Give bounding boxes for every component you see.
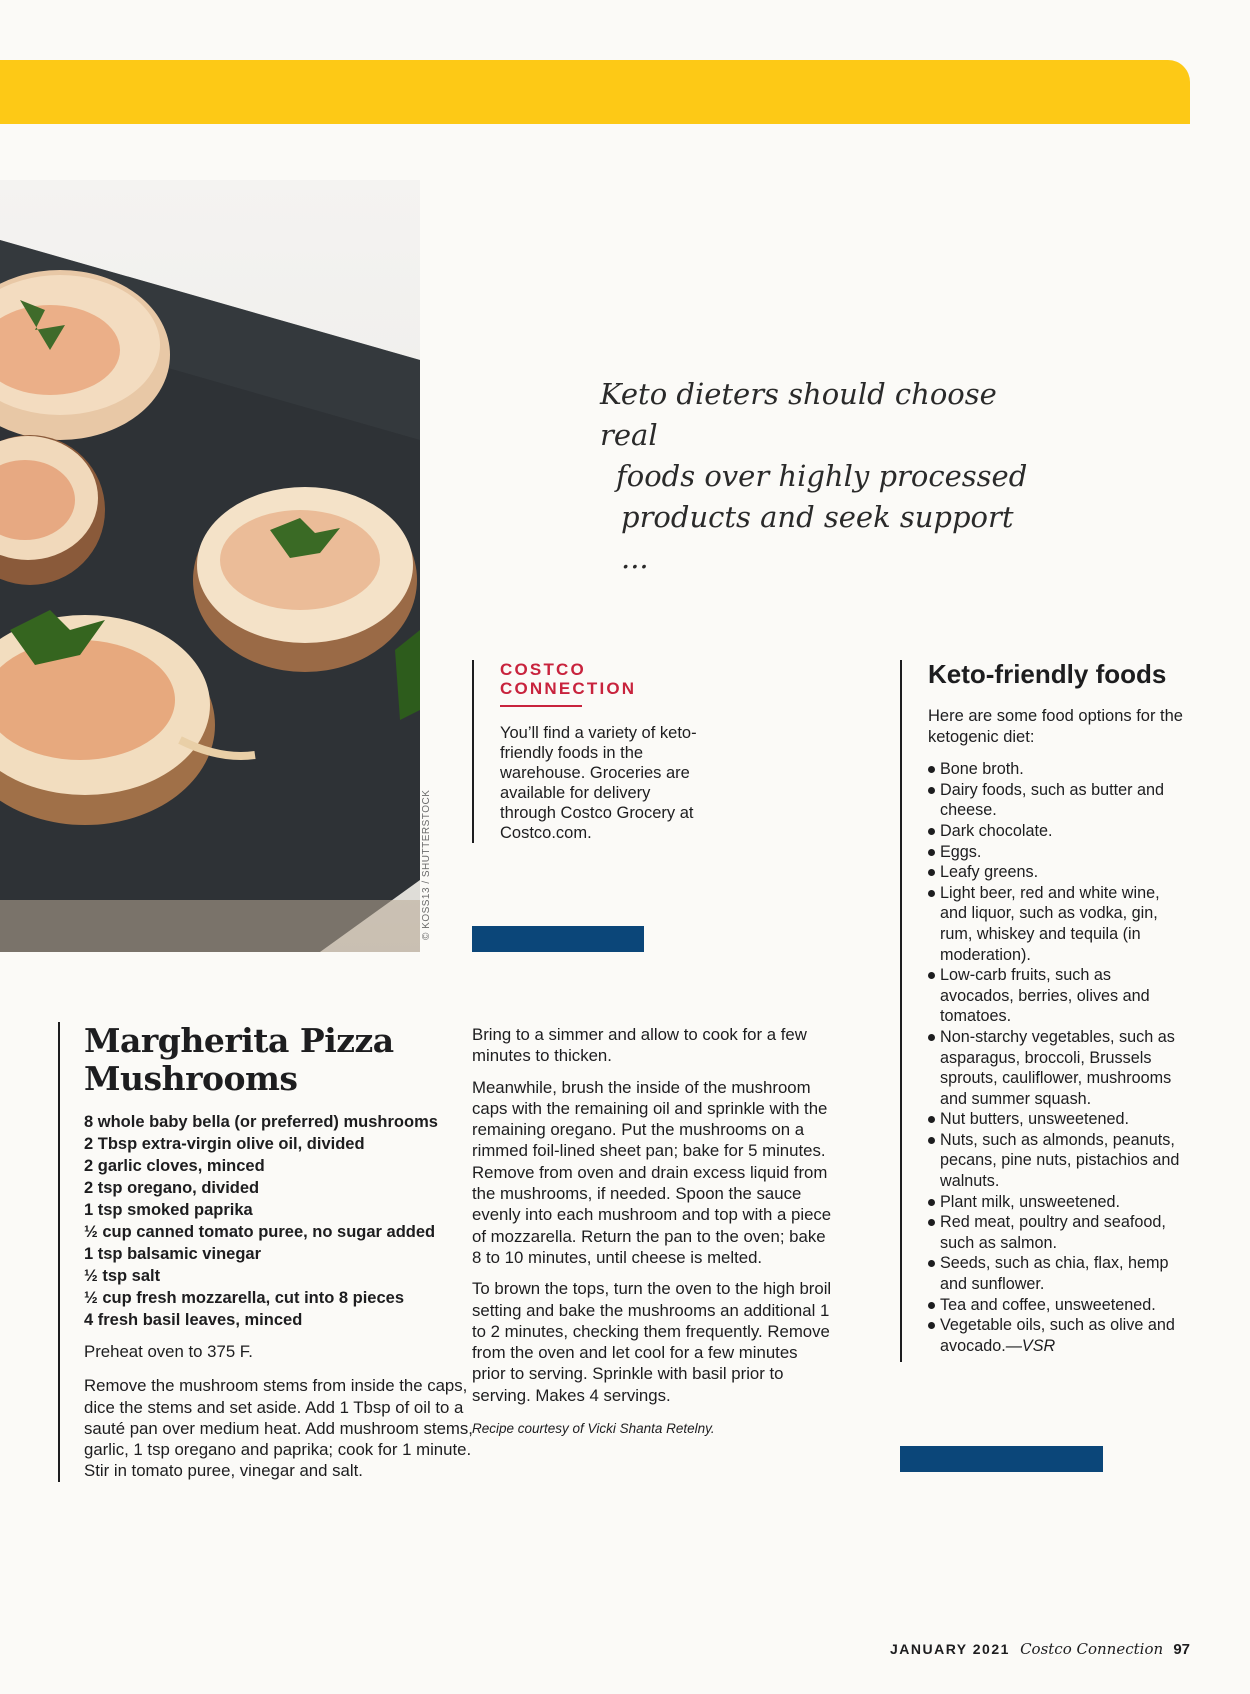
keto-food-item: Red meat, poultry and seafood, such as salmon. [928, 1212, 1183, 1253]
keto-food-item: Seeds, such as chia, flax, hemp and sunflower. [928, 1253, 1183, 1294]
label-line: COSTCO [500, 660, 586, 679]
pull-quote-line: foods over highly processed [616, 459, 1028, 493]
label-line: CONNECTION [500, 679, 637, 698]
author-signature: —VSR [1005, 1336, 1056, 1355]
recipe-title: Margherita Pizza Mushrooms [84, 1021, 394, 1098]
issue-date: JANUARY 2021 [889, 1641, 1010, 1657]
keto-title: Keto-friendly foods [928, 659, 1167, 689]
divider [500, 705, 582, 707]
keto-food-item: Eggs. [928, 842, 1183, 863]
costco-connection-label [500, 660, 700, 698]
ingredient-item: 2 tsp oregano, divided [84, 1179, 260, 1197]
photo-credit: © KOSS13 / SHUTTERSTOCK [421, 789, 432, 940]
pull-quote-line: Keto dieters should choose real [600, 377, 997, 452]
pull-quote [600, 374, 1040, 579]
ingredient-item: ½ cup fresh mozzarella, cut into 8 pieces [84, 1289, 405, 1307]
keto-intro: Here are some food options for the ketogenic diet: [928, 707, 1183, 746]
costco-connection-box [472, 660, 700, 843]
page-number: 97 [1173, 1641, 1190, 1658]
keto-food-item: Nut butters, unsweetened. [928, 1109, 1183, 1130]
ingredient-item: 8 whole baby bella (or preferred) mushrooms [84, 1113, 438, 1131]
keto-food-item: Plant milk, unsweetened. [928, 1192, 1183, 1213]
ingredient-list [84, 1111, 484, 1331]
keto-food-item: Nuts, such as almonds, peanuts, pecans, pine nuts, pistachios and walnuts. [928, 1130, 1183, 1192]
pull-quote-line: products and seek support ... [621, 500, 1014, 575]
ingredient-item: ½ tsp salt [84, 1267, 161, 1285]
keto-food-item: Leafy greens. [928, 862, 1183, 883]
keto-food-text: Vegetable oils, such as olive and avocado. [940, 1316, 1175, 1355]
ingredient-item: 1 tsp balsamic vinegar [84, 1245, 261, 1263]
keto-food-item: Dairy foods, such as butter and cheese. [928, 780, 1183, 821]
recipe-step: To brown the tops, turn the oven to the high broil setting and bake the mushrooms an additional 1 to 2 minutes, checking them frequently. Remove from the oven and let cool for a few minutes prior to serving. Sprinkle with basil prior to serving. Makes 4 servings. [472, 1279, 832, 1405]
recipe-step: Remove the mushroom stems from inside the caps, dice the stems and set aside. Add 1 Tbsp of oil to a sauté pan over medium heat. Add mushroom stems, garlic, 1 tsp oregano and paprika; cook for 1 minute. Stir in tomato puree, vinegar and salt. [84, 1376, 473, 1481]
keto-food-item: Bone broth. [928, 759, 1183, 780]
recipe-steps-part2 [472, 1024, 832, 1439]
ingredient-item: 2 Tbsp extra-virgin olive oil, divided [84, 1135, 365, 1153]
keto-foods-sidebar [900, 660, 1183, 1362]
keto-food-list [928, 759, 1183, 1356]
recipe-steps-part1 [84, 1341, 484, 1482]
accent-bar [472, 926, 644, 952]
recipe-step: Bring to a simmer and allow to cook for a few minutes to thicken. [472, 1025, 807, 1066]
recipe-credit: Recipe courtesy of Vicki Shanta Retelny. [472, 1421, 715, 1437]
keto-food-item: Dark chocolate. [928, 821, 1183, 842]
keto-food-item: Low-carb fruits, such as avocados, berries, olives and tomatoes. [928, 965, 1183, 1027]
recipe-step: Preheat oven to 375 F. [84, 1342, 253, 1361]
keto-food-item [928, 1315, 1183, 1356]
costco-connection-text: You’ll find a variety of keto-friendly foods in the warehouse. Groceries are available for delivery through Costco Grocery at Costco.com. [500, 724, 697, 842]
ingredient-item: ½ cup canned tomato puree, no sugar added [84, 1223, 436, 1241]
recipe-section [58, 1022, 484, 1482]
mushroom-photo [0, 180, 420, 952]
header-color-bar [0, 60, 1190, 124]
page-footer [890, 1640, 1190, 1658]
keto-food-item: Tea and coffee, unsweetened. [928, 1295, 1183, 1316]
magazine-name: Costco Connection [1020, 1640, 1164, 1658]
stuffed-mushrooms-illustration [0, 180, 420, 952]
accent-bar [900, 1446, 1103, 1472]
keto-food-item: Light beer, red and white wine, and liquor, such as vodka, gin, rum, whiskey and tequila (in moderation). [928, 883, 1183, 965]
keto-food-item: Non-starchy vegetables, such as asparagus, broccoli, Brussels sprouts, cauliflower, mushrooms and summer squash. [928, 1027, 1183, 1109]
ingredient-item: 1 tsp smoked paprika [84, 1201, 253, 1219]
ingredient-item: 2 garlic cloves, minced [84, 1157, 265, 1175]
ingredient-item: 4 fresh basil leaves, minced [84, 1311, 303, 1329]
recipe-step: Meanwhile, brush the inside of the mushroom caps with the remaining oil and sprinkle with the remaining oregano. Put the mushrooms on a rimmed foil-lined sheet pan; bake for 5 minutes. Remove from oven and drain excess liquid from the mushrooms, if needed. Spoon the sauce evenly into each mushroom and top with a piece of mozzarella. Return the pan to the oven; bake 8 to 10 minutes, until cheese is melted. [472, 1077, 832, 1267]
